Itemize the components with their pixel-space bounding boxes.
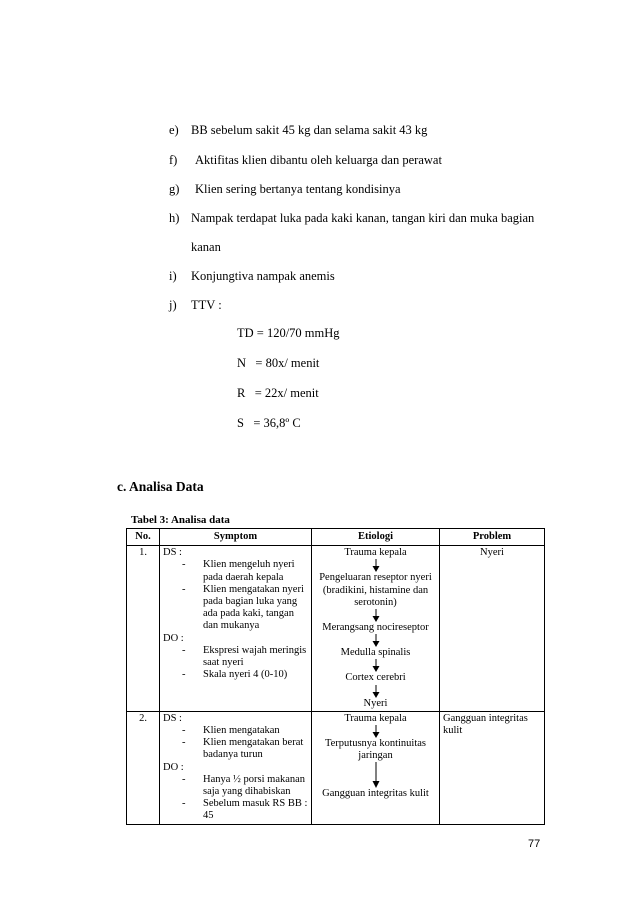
etiology-step: Cortex cerebri (345, 672, 406, 684)
vital-td: TD = 120/70 mmHg (237, 326, 340, 340)
row-number: 2. (127, 711, 160, 824)
do-item: - Sebelum masuk RS BB : 45 (195, 798, 308, 822)
down-arrow-icon (371, 609, 381, 622)
etiology-step: Medulla spinalis (340, 647, 411, 659)
list-text: Konjungtiva nampak anemis (191, 269, 335, 283)
header-problem: Problem (440, 529, 545, 546)
do-label: DO : (163, 761, 184, 773)
down-arrow-icon (371, 634, 381, 647)
etiology-step: Nyeri (363, 697, 388, 709)
header-etiologi: Etiologi (312, 529, 440, 546)
list-label: j) (169, 298, 177, 312)
table-header-row (127, 529, 545, 546)
table-row (127, 546, 545, 712)
list-text: Nampak terdapat luka pada kaki kanan, tangan kiri dan muka bagian (191, 211, 535, 225)
etiology-step: Gangguan integritas kulit (322, 788, 429, 800)
list-text: TTV : (191, 298, 222, 312)
etiology-step: Trauma kepala (344, 547, 407, 559)
list-text: Aktifitas klien dibantu oleh keluarga dan perawat (195, 153, 442, 167)
list-label: h) (169, 211, 180, 225)
row-number: 1. (127, 546, 160, 712)
symptom-cell (160, 546, 312, 712)
ds-item: - Klien mengatakan (195, 725, 308, 737)
section-heading: c. Analisa Data (117, 479, 204, 494)
list-text: kanan (191, 240, 221, 254)
etiology-step: Pengeluaran reseptor nyeri (bradikini, histamine dan serotonin) (319, 572, 432, 608)
etiology-step: Terputusnya kontinuitas jaringan (324, 738, 427, 762)
list-text: Klien sering bertanya tentang kondisinya (195, 182, 401, 196)
vital-n: N = 80x/ menit (237, 356, 320, 370)
list-label: f) (169, 153, 178, 167)
header-symptom: Symptom (160, 529, 312, 546)
down-arrow-icon (371, 559, 381, 572)
ds-label: DS : (163, 712, 182, 724)
header-no: No. (127, 529, 160, 546)
vital-r: R = 22x/ menit (237, 386, 319, 400)
etiology-cell (312, 546, 440, 712)
problem-cell: Nyeri (440, 546, 545, 712)
table-caption: Tabel 3: Analisa data (131, 514, 230, 526)
ds-item: - Klien mengatakan berat badanya turun (195, 737, 308, 761)
etiology-cell (312, 711, 440, 824)
list-label: g) (169, 182, 180, 196)
etiology-step: Trauma kepala (344, 712, 407, 724)
down-arrow-icon (371, 685, 381, 698)
do-label: DO : (163, 632, 184, 644)
vital-s: S = 36,8º C (237, 416, 301, 430)
down-arrow-icon (371, 659, 381, 672)
problem-cell: Gangguan integritas kulit (440, 711, 545, 824)
down-arrow-icon (371, 725, 381, 738)
ds-item: - Klien mengatakan nyeri pada bagian luka yang ada pada kaki, tangan dan mukanya (195, 584, 308, 633)
do-item: - Ekspresi wajah meringis saat nyeri (195, 645, 308, 669)
do-item: - Skala nyeri 4 (0-10) (195, 669, 308, 681)
analysis-table (126, 528, 545, 825)
page-number: 77 (528, 838, 541, 850)
do-item: - Hanya ½ porsi makanan saja yang dihabiskan (195, 774, 308, 798)
down-arrow-icon (371, 762, 381, 788)
etiology-step: Merangsang nocireseptor (322, 622, 429, 634)
ds-label: DS : (163, 547, 182, 559)
table-row (127, 711, 545, 824)
list-text: BB sebelum sakit 45 kg dan selama sakit 43 kg (191, 123, 428, 137)
list-label: i) (169, 269, 177, 283)
ds-item: - Klien mengeluh nyeri pada daerah kepala (195, 559, 308, 583)
symptom-cell (160, 711, 312, 824)
list-label: e) (169, 123, 179, 137)
